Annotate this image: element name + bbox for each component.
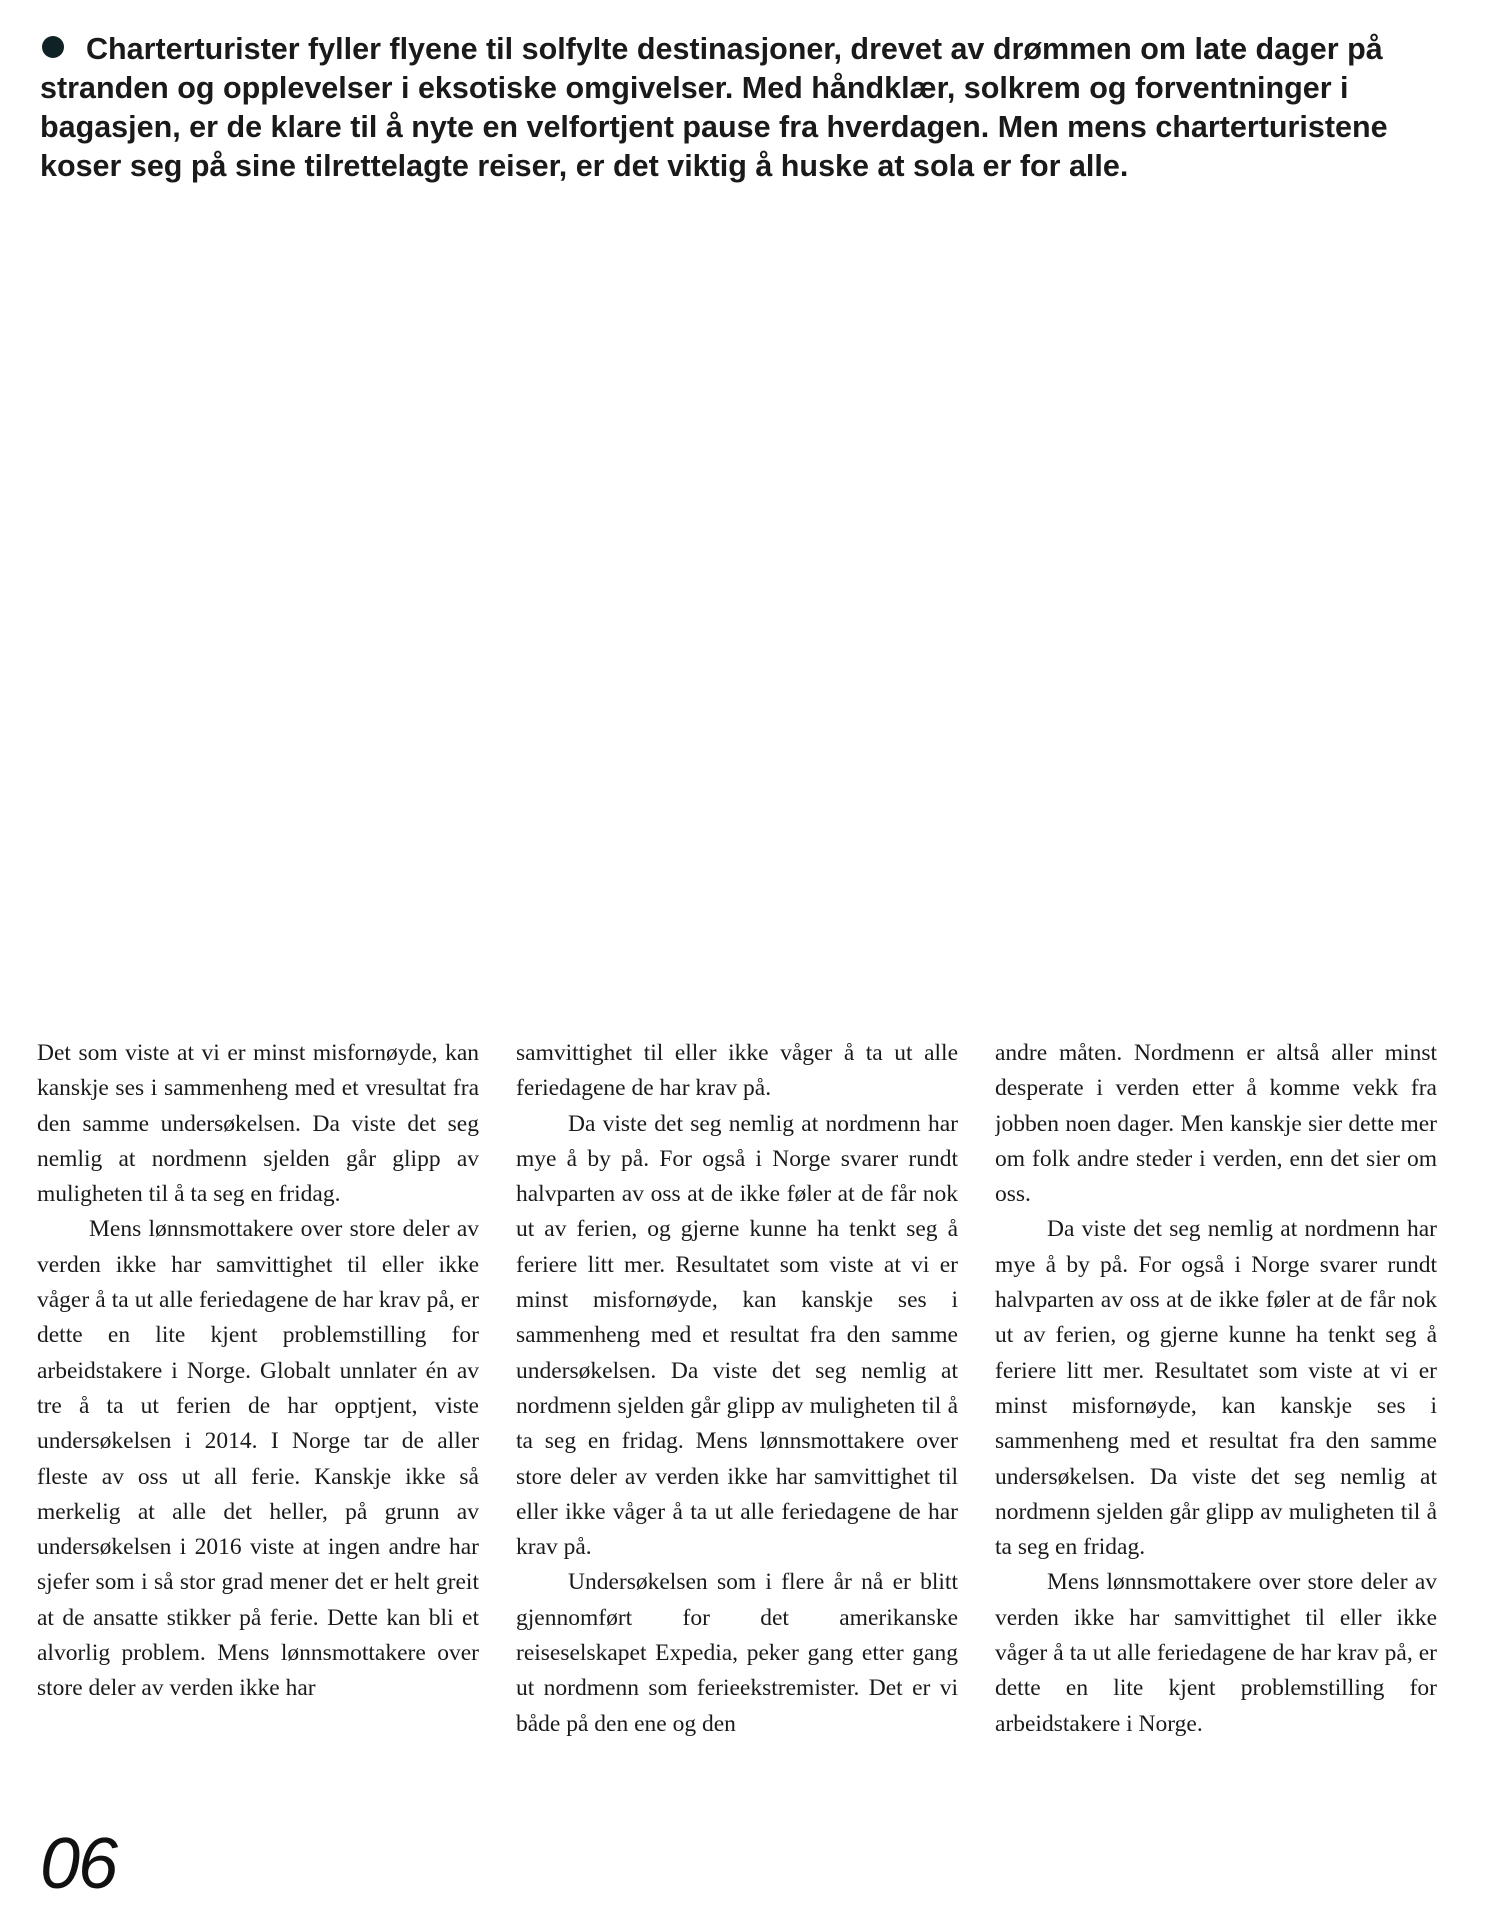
body-columns (37, 1036, 1437, 1776)
text-column-2 (516, 1036, 958, 1776)
bullet-icon (42, 36, 64, 58)
paragraph: andre måten. Nordmenn er altså aller minst desperate i verden etter å komme vekk fra jobben noen dager. Men kanskje sier dette mer om folk andre steder i verden, enn det sier om oss. (995, 1040, 1437, 1208)
lead-paragraph (40, 30, 1460, 186)
lead-text: Charterturister fyller flyene til solfylte destinasjoner, drevet av drømmen om late dager på stranden og opplevelser i eksotiske omgivelser. Med håndklær, solkrem og forventninger i bagasjen, er de klare til å nyte en velfortjent pause fra hverdagen. Men mens charterturistene koser seg på sine tilrettelagte reiser, er det viktig å huske at sola er for alle. (40, 32, 1388, 183)
paragraph: Undersøkelsen som i flere år nå er blitt gjennomført for det amerikanske reiseselskapet Expedia, peker gang etter gang ut nordmenn som ferieekstremister. Det er vi både på den ene og den (516, 1569, 958, 1737)
paragraph: Mens lønnsmottakere over store deler av verden ikke har samvittighet til eller ikke våger å ta ut alle feriedagene de har krav på, er dette en lite kjent problemstilling for arbeidstakere i Norge. (995, 1569, 1437, 1737)
paragraph: Det som viste at vi er minst misfornøyde, kan kanskje ses i sammenheng med et vresultat fra den samme undersøkelsen. Da viste det seg nemlig at nordmenn sjelden går glipp av muligheten til å ta seg en fridag. (37, 1040, 479, 1208)
paragraph: samvittighet til eller ikke våger å ta ut alle feriedagene de har krav på. (516, 1040, 958, 1102)
text-column-3 (995, 1036, 1437, 1776)
paragraph: Mens lønnsmottakere over store deler av verden ikke har samvittighet til eller ikke våger å ta ut alle feriedagene de har krav på, er dette en lite kjent problemstilling for arbeidstakere i Norge. Globalt unnlater én av tre å ta ut ferien de har opptjent, viste undersøkelsen i 2014. I Norge tar de aller fleste av oss ut all ferie. Kanskje ikke så merkelig at alle det heller, på grunn av undersøkelsen i 2016 viste at ingen andre har sjefer som i så stor grad mener det er helt greit at de ansatte stikker på ferie. Dette kan bli et alvorlig problem. Mens lønnsmottakere over store deler av verden ikke har (37, 1216, 479, 1702)
page-number: 06 (40, 1824, 117, 1904)
paragraph: Da viste det seg nemlig at nordmenn har mye å by på. For også i Norge svarer rundt halvparten av oss at de ikke føler at de får nok ut av ferien, og gjerne kunne ha tenkt seg å feriere litt mer. Resultatet som viste at vi er minst misfornøyde, kan kanskje ses i sammenheng med et resultat fra den samme undersøkelsen. Da viste det seg nemlig at nordmenn sjelden går glipp av muligheten til å ta seg en fridag. (995, 1216, 1437, 1561)
text-column-1 (37, 1036, 479, 1776)
paragraph: Da viste det seg nemlig at nordmenn har mye å by på. For også i Norge svarer rundt halvparten av oss at de ikke føler at de får nok ut av ferien, og gjerne kunne ha tenkt seg å feriere litt mer. Resultatet som viste at vi er minst misfornøyde, kan kanskje ses i sammenheng med et resultat fra den samme undersøkelsen. Da viste det seg nemlig at nordmenn sjelden går glipp av muligheten til å ta seg en fridag. Mens lønnsmottakere over store deler av verden ikke har samvittighet til eller ikke våger å ta ut alle feriedagene de har krav på. (516, 1110, 958, 1561)
